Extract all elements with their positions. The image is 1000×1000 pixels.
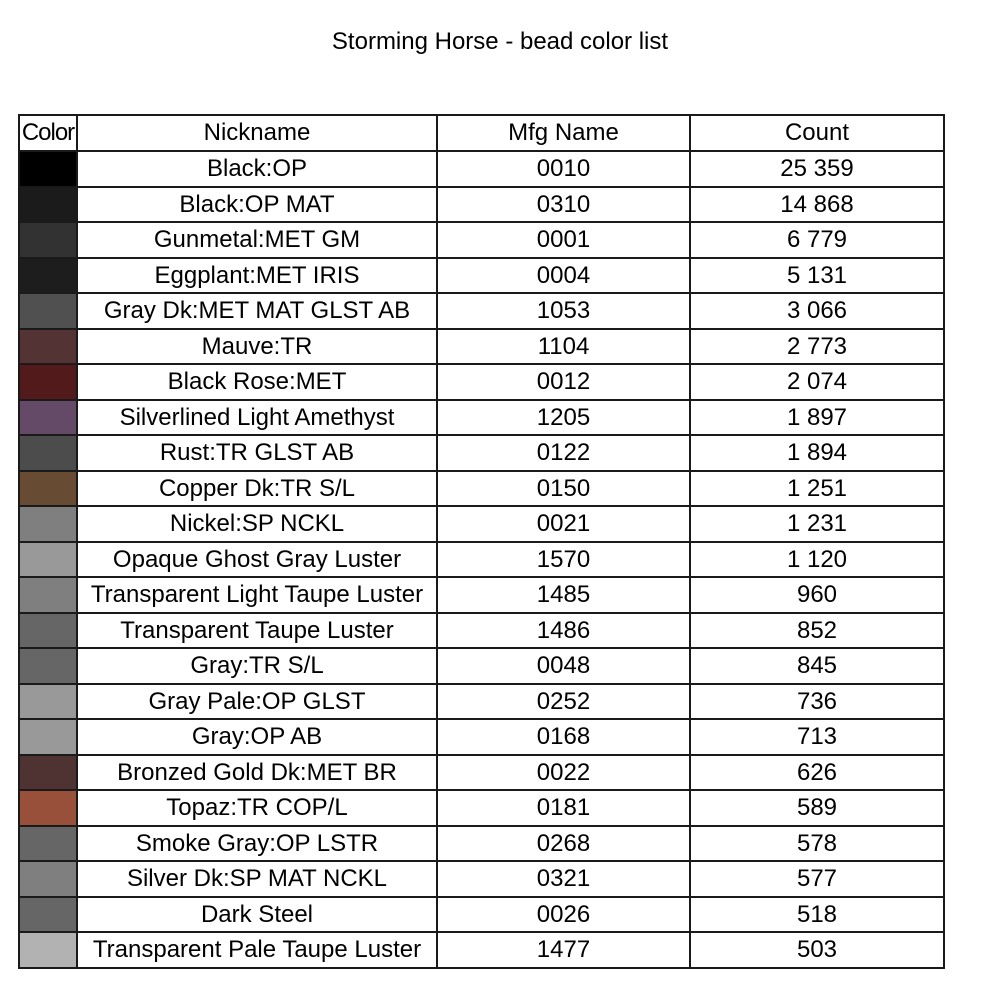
nickname-cell: Topaz:TR COP/L (77, 790, 437, 826)
mfg-name-cell: 0022 (437, 755, 690, 791)
color-swatch (19, 861, 77, 897)
count-cell: 14 868 (690, 187, 944, 223)
table-row (19, 187, 944, 223)
mfg-name-cell: 0010 (437, 151, 690, 187)
count-cell: 1 251 (690, 471, 944, 507)
nickname-cell: Transparent Light Taupe Luster (77, 577, 437, 613)
count-cell: 5 131 (690, 258, 944, 294)
column-header-color: Color (19, 115, 77, 151)
count-cell: 960 (690, 577, 944, 613)
table-row (19, 755, 944, 791)
color-swatch (19, 471, 77, 507)
mfg-name-cell: 1477 (437, 932, 690, 968)
mfg-name-cell: 0026 (437, 897, 690, 933)
color-swatch (19, 755, 77, 791)
table-row (19, 471, 944, 507)
color-swatch (19, 577, 77, 613)
table-row (19, 826, 944, 862)
nickname-cell: Mauve:TR (77, 329, 437, 365)
column-header-mfg-name: Mfg Name (437, 115, 690, 151)
color-swatch (19, 435, 77, 471)
color-swatch (19, 364, 77, 400)
table-row (19, 293, 944, 329)
table-row (19, 861, 944, 897)
nickname-cell: Smoke Gray:OP LSTR (77, 826, 437, 862)
count-cell: 1 897 (690, 400, 944, 436)
count-cell: 713 (690, 719, 944, 755)
table-row (19, 897, 944, 933)
table-row (19, 258, 944, 294)
document-title: Storming Horse - bead color list (331, 28, 669, 55)
color-swatch (19, 293, 77, 329)
table-row (19, 613, 944, 649)
mfg-name-cell: 0268 (437, 826, 690, 862)
nickname-cell: Copper Dk:TR S/L (77, 471, 437, 507)
mfg-name-cell: 0168 (437, 719, 690, 755)
count-cell: 845 (690, 648, 944, 684)
mfg-name-cell: 1104 (437, 329, 690, 365)
nickname-cell: Bronzed Gold Dk:MET BR (77, 755, 437, 791)
table-row (19, 329, 944, 365)
nickname-cell: Eggplant:MET IRIS (77, 258, 437, 294)
mfg-name-cell: 0150 (437, 471, 690, 507)
nickname-cell: Black:OP MAT (77, 187, 437, 223)
mfg-name-cell: 0122 (437, 435, 690, 471)
count-cell: 589 (690, 790, 944, 826)
count-cell: 577 (690, 861, 944, 897)
mfg-name-cell: 0252 (437, 684, 690, 720)
table-row (19, 364, 944, 400)
table-row (19, 719, 944, 755)
table-row (19, 151, 944, 187)
color-swatch (19, 329, 77, 365)
nickname-cell: Gray Pale:OP GLST (77, 684, 437, 720)
count-cell: 852 (690, 613, 944, 649)
color-swatch (19, 790, 77, 826)
column-header-count: Count (690, 115, 944, 151)
mfg-name-cell: 0012 (437, 364, 690, 400)
nickname-cell: Black Rose:MET (77, 364, 437, 400)
table-header-row (19, 115, 944, 151)
table-row (19, 790, 944, 826)
color-swatch (19, 400, 77, 436)
count-cell: 518 (690, 897, 944, 933)
color-swatch (19, 648, 77, 684)
color-swatch (19, 613, 77, 649)
count-cell: 2 074 (690, 364, 944, 400)
mfg-name-cell: 1205 (437, 400, 690, 436)
color-swatch (19, 826, 77, 862)
nickname-cell: Nickel:SP NCKL (77, 506, 437, 542)
mfg-name-cell: 0310 (437, 187, 690, 223)
table-row (19, 684, 944, 720)
nickname-cell: Gunmetal:MET GM (77, 222, 437, 258)
nickname-cell: Silverlined Light Amethyst (77, 400, 437, 436)
bead-color-table (18, 114, 945, 969)
mfg-name-cell: 1486 (437, 613, 690, 649)
mfg-name-cell: 0321 (437, 861, 690, 897)
nickname-cell: Transparent Pale Taupe Luster (77, 932, 437, 968)
count-cell: 626 (690, 755, 944, 791)
count-cell: 2 773 (690, 329, 944, 365)
column-header-nickname: Nickname (77, 115, 437, 151)
color-swatch (19, 719, 77, 755)
table-row (19, 542, 944, 578)
mfg-name-cell: 0048 (437, 648, 690, 684)
nickname-cell: Rust:TR GLST AB (77, 435, 437, 471)
nickname-cell: Transparent Taupe Luster (77, 613, 437, 649)
table-row (19, 506, 944, 542)
table-row (19, 577, 944, 613)
color-swatch (19, 151, 77, 187)
color-swatch (19, 684, 77, 720)
count-cell: 503 (690, 932, 944, 968)
table-body (19, 151, 944, 968)
count-cell: 578 (690, 826, 944, 862)
mfg-name-cell: 0181 (437, 790, 690, 826)
mfg-name-cell: 0021 (437, 506, 690, 542)
nickname-cell: Gray:OP AB (77, 719, 437, 755)
nickname-cell: Silver Dk:SP MAT NCKL (77, 861, 437, 897)
color-swatch (19, 258, 77, 294)
mfg-name-cell: 1485 (437, 577, 690, 613)
mfg-name-cell: 1053 (437, 293, 690, 329)
table-row (19, 932, 944, 968)
mfg-name-cell: 1570 (437, 542, 690, 578)
color-swatch (19, 897, 77, 933)
color-swatch (19, 506, 77, 542)
nickname-cell: Gray:TR S/L (77, 648, 437, 684)
count-cell: 1 231 (690, 506, 944, 542)
color-swatch (19, 542, 77, 578)
nickname-cell: Gray Dk:MET MAT GLST AB (77, 293, 437, 329)
color-swatch (19, 932, 77, 968)
count-cell: 25 359 (690, 151, 944, 187)
nickname-cell: Dark Steel (77, 897, 437, 933)
table-row (19, 400, 944, 436)
color-swatch (19, 222, 77, 258)
table-row (19, 648, 944, 684)
nickname-cell: Black:OP (77, 151, 437, 187)
mfg-name-cell: 0004 (437, 258, 690, 294)
count-cell: 1 894 (690, 435, 944, 471)
color-swatch (19, 187, 77, 223)
table-row (19, 435, 944, 471)
count-cell: 736 (690, 684, 944, 720)
count-cell: 1 120 (690, 542, 944, 578)
nickname-cell: Opaque Ghost Gray Luster (77, 542, 437, 578)
mfg-name-cell: 0001 (437, 222, 690, 258)
count-cell: 3 066 (690, 293, 944, 329)
count-cell: 6 779 (690, 222, 944, 258)
table-row (19, 222, 944, 258)
